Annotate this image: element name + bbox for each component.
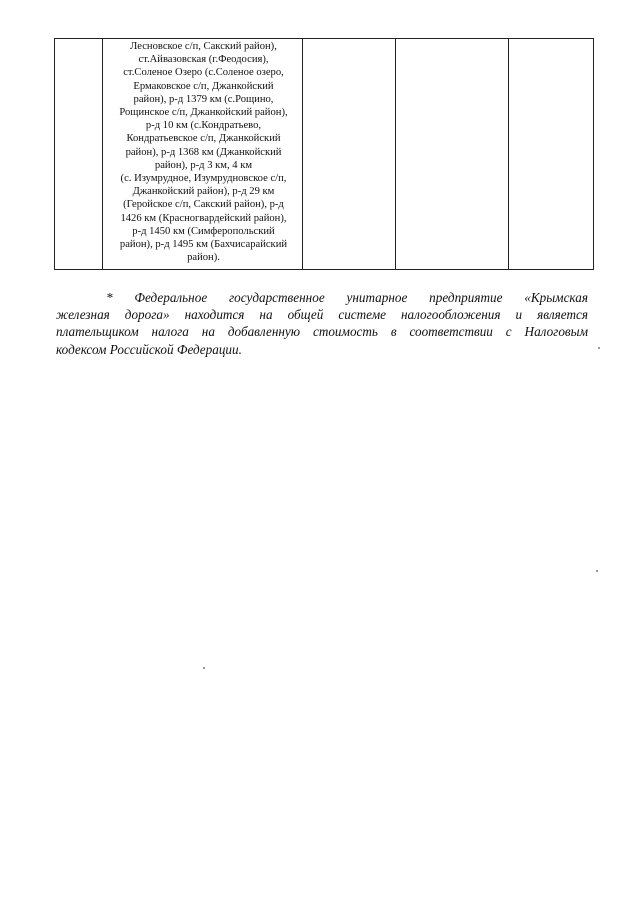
description-line: Джанкойский район), р-д 29 км bbox=[132, 186, 275, 198]
description-line: район). bbox=[187, 252, 220, 264]
scan-speck bbox=[598, 347, 600, 349]
description-line: Кондратьевское с/п, Джанкойский bbox=[126, 133, 281, 145]
description-line: Лесновское с/п, Сакский район), bbox=[130, 41, 277, 52]
footnote-line: * Федеральное государственное унитарное предприятие «Крымская bbox=[106, 290, 588, 305]
description-line: (с. Изумрудное, Изумрудновское с/п, bbox=[120, 173, 287, 185]
footnote bbox=[56, 289, 588, 358]
description-line: ст.Айвазовская (г.Феодосия), bbox=[138, 54, 269, 66]
table-row bbox=[55, 39, 594, 270]
description-text bbox=[103, 39, 302, 264]
description-line: Ермаковское с/п, Джанкойский bbox=[133, 80, 274, 92]
table-cell-empty bbox=[396, 39, 509, 270]
description-line: район), р-д 1379 км (с.Рощино, bbox=[133, 93, 274, 105]
scan-speck bbox=[596, 570, 598, 572]
description-line: р-д 10 км (с.Кондратьево, bbox=[145, 120, 262, 132]
description-line: район), р-д 3 км, 4 км bbox=[154, 159, 253, 171]
table-cell-empty bbox=[303, 39, 396, 270]
description-line: (Геройское с/п, Сакский район), р-д bbox=[123, 199, 284, 211]
scan-speck bbox=[203, 667, 205, 669]
description-line: район), р-д 1368 км (Джанкойский bbox=[125, 146, 282, 158]
description-line: 1426 км (Красногвардейский район), bbox=[120, 212, 287, 224]
footnote-line: кодексом Российской Федерации. bbox=[56, 341, 242, 357]
description-line: р-д 1450 км (Симферопольский bbox=[132, 225, 275, 237]
table-cell-empty bbox=[509, 39, 594, 270]
stations-table-fragment bbox=[54, 38, 594, 270]
table-cell-description bbox=[103, 39, 303, 270]
table-cell-number bbox=[55, 39, 103, 270]
description-line: Рощинское с/п, Джанкойский район), bbox=[119, 107, 288, 119]
footnote-line: плательщиком налога на добавленную стоимость в соответствии с Налоговым bbox=[56, 324, 588, 340]
description-line: ст.Соленое Озеро (с.Соленое озеро, bbox=[123, 67, 284, 79]
footnote-line: железная дорога» находится на общей системе налогообложения и является bbox=[56, 307, 588, 323]
description-line: район), р-д 1495 км (Бахчисарайский bbox=[119, 239, 288, 251]
